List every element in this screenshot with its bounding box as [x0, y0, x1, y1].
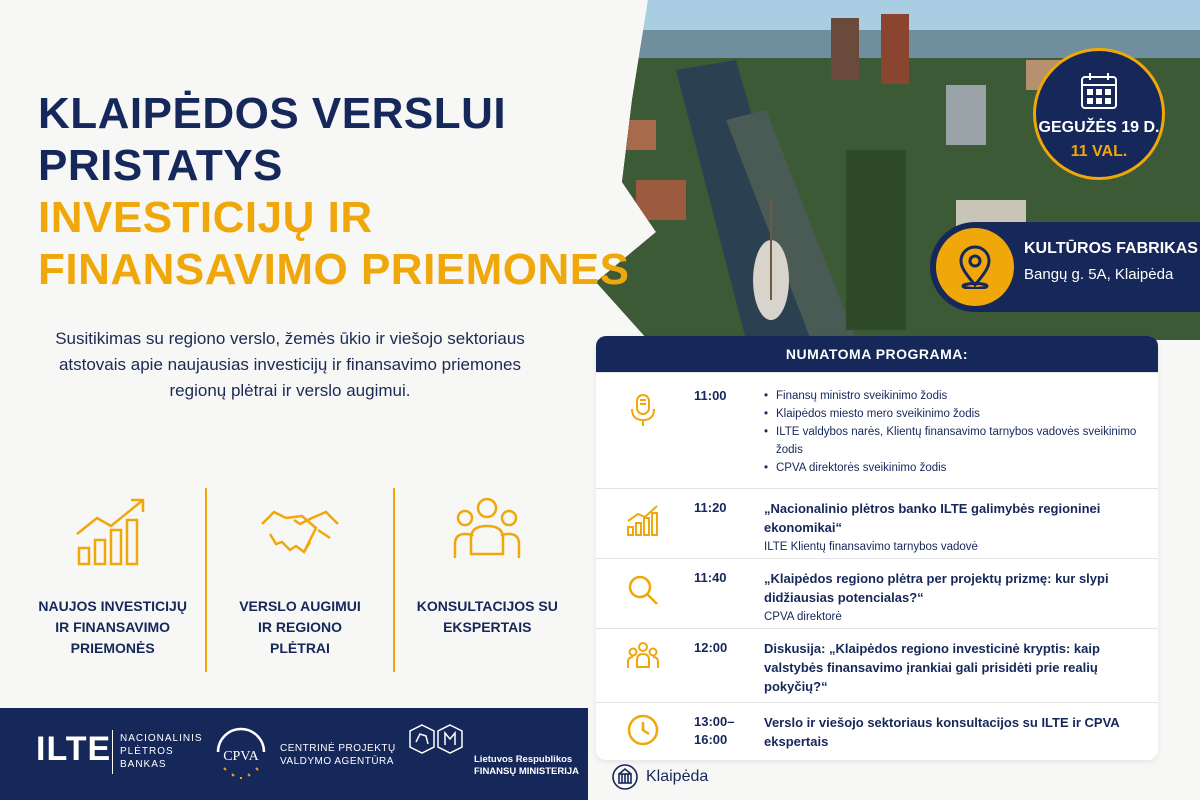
klaipeda-emblem-icon	[612, 764, 638, 790]
feature-label: VERSLO AUGIMUI IR REGIONO PLĖTRAI	[239, 598, 361, 656]
program-time: 11:00	[694, 388, 727, 403]
program-item	[596, 558, 1158, 628]
intro-text: Susitikimas su regiono verslo, žemės ūkio ir viešojo sektoriaus atstovais apie naujausias investicijų ir finansavimo priemones regionų plėtrai ir verslo augimui.	[55, 329, 525, 400]
program-bullet: • Finansų ministro sveikinimo žodis	[764, 387, 1144, 405]
finance-ministry-name: Lietuvos Respublikos FINANSŲ MINISTERIJA	[474, 754, 580, 777]
program-content	[764, 387, 1144, 477]
bar-chart-icon	[626, 503, 660, 537]
program-title: Diskusija: „Klaipėdos regiono investicinė kryptis: kaip valstybės finansavimo įrankiai gali prisidėti prie realių pokyčių?“	[764, 641, 1100, 694]
magnifier-icon	[626, 573, 660, 607]
location-pin-icon	[955, 245, 995, 289]
program-speaker: CPVA direktorė	[764, 611, 842, 623]
handshake-icon	[260, 494, 340, 568]
people-group-icon	[447, 494, 527, 568]
microphone-icon	[626, 393, 660, 427]
klaipeda-logo	[612, 764, 708, 790]
calendar-icon	[1079, 71, 1119, 111]
program-speaker: ILTE Klientų finansavimo tarnybos vadovė	[764, 541, 978, 553]
venue-name: KULTŪROS FABRIKAS	[1024, 240, 1198, 257]
event-time: 11 VAL.	[1070, 143, 1128, 160]
program-item	[596, 628, 1158, 702]
location-pin-badge	[936, 228, 1014, 306]
program-item	[596, 702, 1158, 760]
feature-label: KONSULTACIJOS SU EKSPERTAIS	[416, 598, 558, 635]
program-content	[764, 713, 1144, 751]
klaipeda-label: Klaipėda	[646, 768, 709, 785]
clock-icon	[626, 713, 660, 747]
ilte-divider	[112, 730, 113, 774]
program-bullet: • CPVA direktorės sveikinimo žodis	[764, 459, 1144, 477]
ilte-name: NACIONALINIS PLĖTROS BANKAS	[120, 733, 203, 770]
program-content	[764, 569, 1144, 627]
feature-row	[20, 488, 580, 672]
program-item	[596, 488, 1158, 558]
growth-chart-icon	[73, 494, 153, 568]
program-item	[596, 372, 1158, 488]
program-heading: NUMATOMA PROGRAMA:	[596, 336, 1158, 372]
feature-business-growth	[205, 488, 392, 672]
headline	[38, 88, 630, 296]
program-time: 11:40	[694, 570, 727, 585]
event-date: GEGUŽĖS 19 D.	[1038, 119, 1160, 136]
headline-line-3: INVESTICIJŲ IR	[38, 193, 373, 242]
headline-line-2: PRISTATYS	[38, 141, 283, 190]
program-time: 11:20	[694, 500, 727, 515]
discussion-group-icon	[626, 639, 660, 673]
svg-text:CPVA: CPVA	[223, 749, 259, 764]
finance-ministry-logo	[408, 724, 464, 754]
program-content	[764, 499, 1144, 557]
program-content	[764, 639, 1144, 696]
ilte-logo: ILTE	[36, 730, 112, 768]
program-title: „Klaipėdos regiono plėtra per projektų prizmę: kur slypi didžiausias potencialas?“	[764, 571, 1109, 605]
event-location	[930, 222, 1200, 312]
program-panel	[596, 336, 1158, 760]
headline-line-4: FINANSAVIMO PRIEMONES	[38, 245, 630, 294]
program-time: 12:00	[694, 640, 728, 655]
feature-consultations	[393, 488, 580, 672]
venue-address: Bangų g. 5A, Klaipėda	[1024, 266, 1174, 283]
feature-investments	[20, 488, 205, 672]
feature-label: NAUJOS INVESTICIJŲ IR FINANSAVIMO PRIEMONĖS	[38, 598, 187, 656]
program-bullet: • Klaipėdos miesto mero sveikinimo žodis	[764, 405, 1144, 423]
headline-line-1: KLAIPĖDOS VERSLUI	[38, 89, 507, 138]
program-bullet: • ILTE valdybos narės, Klientų finansavimo tarnybos vadovės sveikinimo žodis	[764, 423, 1144, 459]
program-title: „Nacionalinio plėtros banko ILTE galimybės regioninei ekonomikai“	[764, 501, 1101, 535]
program-title: Verslo ir viešojo sektoriaus konsultacijos su ILTE ir CPVA ekspertais	[764, 715, 1120, 749]
cpva-name: CENTRINĖ PROJEKTŲ VALDYMO AGENTŪRA	[280, 743, 396, 767]
cpva-logo	[212, 722, 270, 784]
event-date-badge	[1033, 48, 1165, 180]
program-time: 13:00–16:00	[694, 714, 735, 747]
partner-logos-footer	[0, 708, 588, 800]
